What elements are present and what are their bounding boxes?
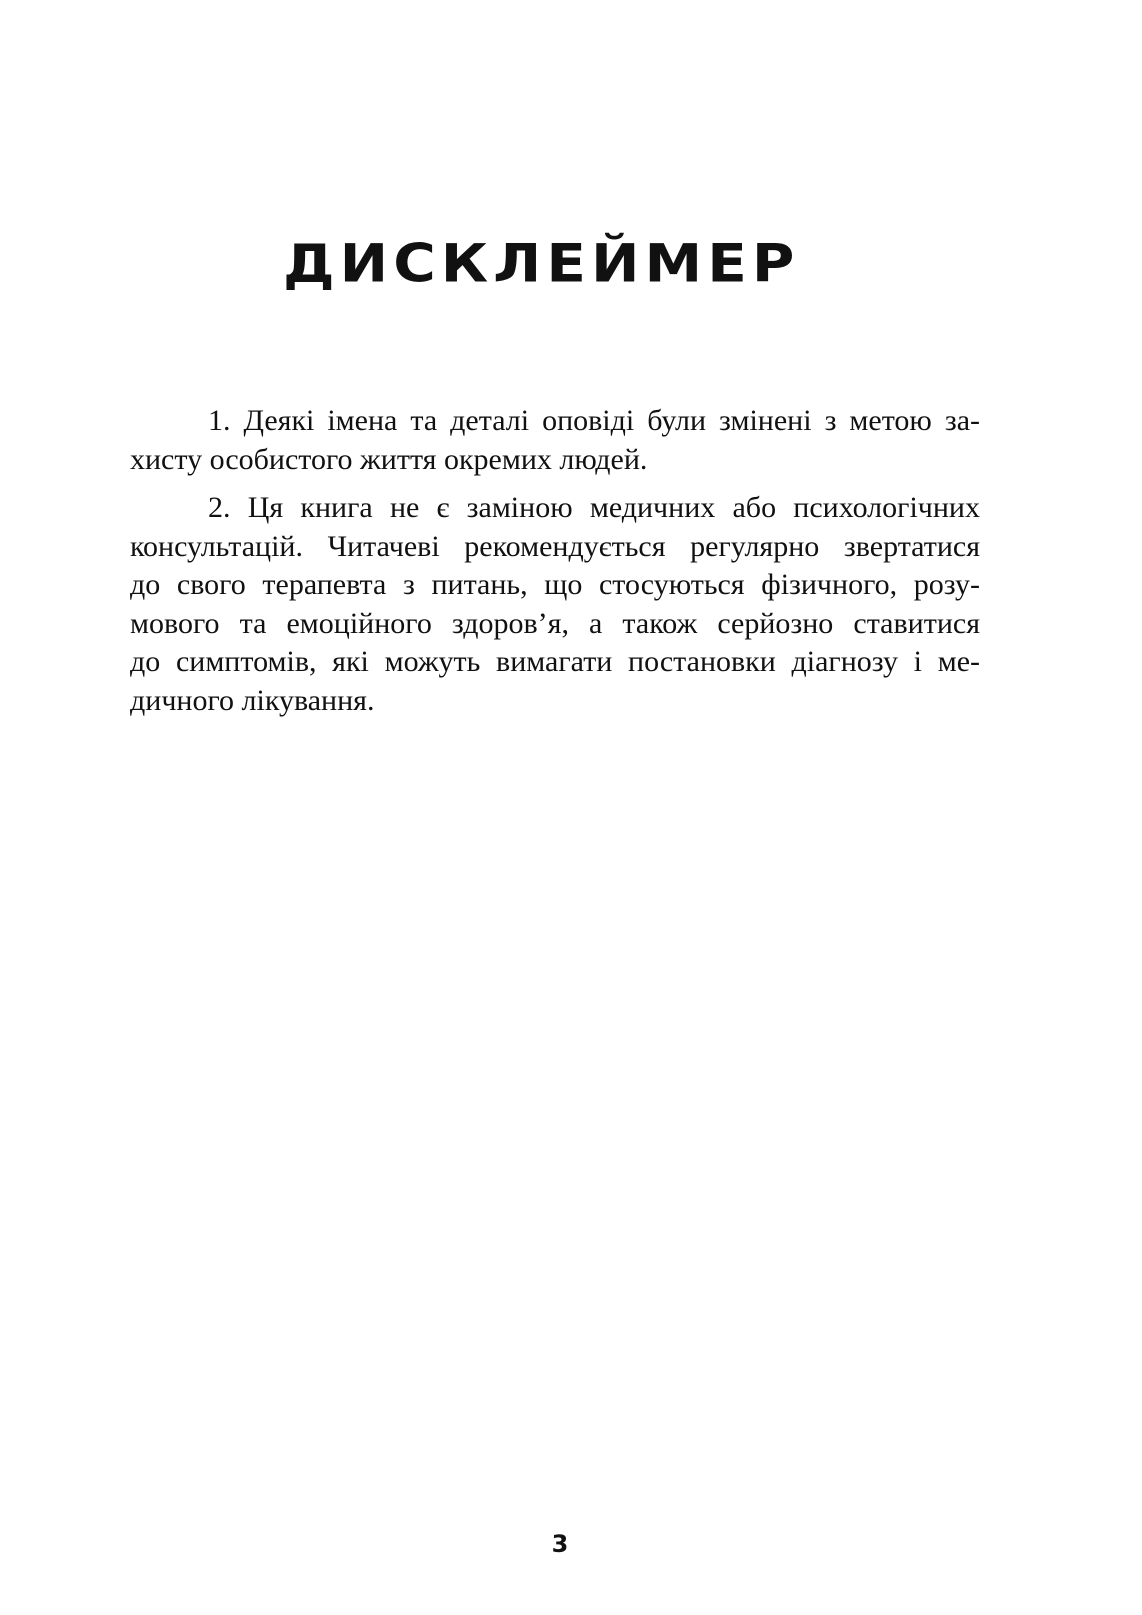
disclaimer-body (130, 402, 980, 720)
paragraph-line: до свого терапевта з питань, що стосуються фізичного, розу- (130, 568, 980, 601)
disclaimer-item-2 (130, 489, 980, 720)
paragraph-line: 2. Ця книга не є заміною медичних або психологічних (208, 491, 980, 524)
disclaimer-item-1 (130, 402, 980, 479)
paragraph-line: мового та емоційного здоров’я, а також серйозно ставитися (130, 606, 980, 640)
page-title: ДИСКЛЕЙМЕР (283, 232, 800, 295)
paragraph-line: хисту особистого життя окремих людей. (130, 442, 648, 476)
paragraph-line: консультацій. Читачеві рекомендується регулярно звертатися (130, 529, 980, 563)
paragraph-line: дичного лікування. (130, 683, 375, 717)
page-number: 3 (551, 1530, 569, 1558)
paragraph-line: до симптомів, які можуть вимагати постановки діагнозу і ме- (130, 645, 980, 678)
paragraph-line: 1. Деякі імена та деталі оповіді були змінені з метою за- (208, 404, 980, 437)
